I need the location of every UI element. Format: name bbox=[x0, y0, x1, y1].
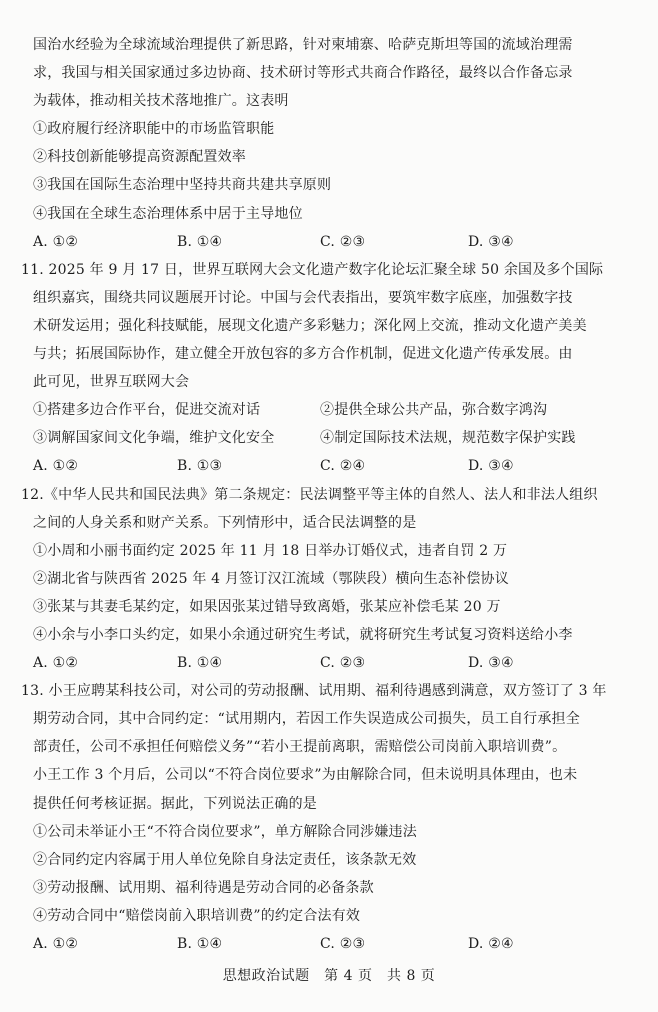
option-a: A. ①② bbox=[33, 655, 79, 672]
statement-1: ①搭建多边合作平台，促进交流对话 bbox=[33, 402, 261, 419]
question-text-line: 求，我国与相关国家通过多边协商、技术研讨等形式共商合作路径，最终以合作备忘录 bbox=[33, 65, 573, 82]
question-stem-line: 之间的人身关系和财产关系。下列情形中，适合民法调整的是 bbox=[33, 514, 417, 531]
statement-4: ④制定国际技术法规，规范数字保护实践 bbox=[320, 430, 576, 447]
statement-2: ②提供全球公共产品，弥合数字鸿沟 bbox=[320, 402, 548, 419]
statement-3: ③张某与其妻毛某约定，如果因张某过错导致离婚，张某应补偿毛某 20 万 bbox=[33, 598, 501, 615]
question-10-continuation bbox=[33, 31, 608, 256]
question-stem-line: 11. 2025 年 9 月 17 日，世界互联网大会文化遗产数字化论坛汇聚全球 50 余国及多个国际 bbox=[21, 261, 604, 278]
answer-options bbox=[33, 228, 608, 256]
statement-2: ②湖北省与陕西省 2025 年 4 月签订汉江流域（鄂陕段）横向生态补偿协议 bbox=[33, 570, 509, 587]
statement-row bbox=[33, 396, 608, 424]
statement-1: ①小周和小丽书面约定 2025 年 11 月 18 日举办订婚仪式，违者自罚 2 万 bbox=[33, 542, 508, 559]
option-c: C. ②④ bbox=[320, 458, 366, 475]
option-b: B. ①④ bbox=[177, 936, 223, 952]
option-b: B. ①③ bbox=[177, 458, 223, 475]
statement-3: ③调解国家间文化争端，维护文化安全 bbox=[33, 430, 275, 447]
question-stem-line: 小王工作 3 个月后，公司以“不符合岗位要求”为由解除合同，但未说明具体理由，也未 bbox=[33, 767, 578, 784]
statement-2: ②科技创新能够提高资源配置效率 bbox=[33, 149, 246, 166]
option-c: C. ②③ bbox=[320, 936, 366, 952]
statement-3: ③劳动报酬、试用期、福利待遇是劳动合同的必备条款 bbox=[33, 879, 374, 896]
statement-row bbox=[33, 424, 608, 452]
question-stem-line: 术研发运用；强化科技赋能，展现文化遗产多彩魅力；深化网上交流，推动文化遗产美美 bbox=[33, 317, 587, 334]
statement-4: ④小余与小李口头约定，如果小余通过研究生考试，就将研究生考试复习资料送给小李 bbox=[33, 626, 573, 643]
exam-content bbox=[21, 31, 608, 958]
page-footer: 思想政治试题 第 4 页 共 8 页 bbox=[222, 968, 436, 984]
question-stem-line: 此可见，世界互联网大会 bbox=[33, 374, 190, 391]
option-a: A. ①② bbox=[33, 936, 79, 952]
answer-options bbox=[33, 649, 608, 677]
statement-1: ①政府履行经济职能中的市场监管职能 bbox=[33, 121, 275, 138]
option-d: D. ②④ bbox=[468, 936, 514, 952]
statement-2: ②合同约定内容属于用人单位免除自身法定责任，该条款无效 bbox=[33, 851, 417, 868]
option-c: C. ②③ bbox=[320, 655, 366, 672]
question-11 bbox=[21, 256, 608, 481]
option-b: B. ①④ bbox=[177, 233, 223, 250]
question-text-line: 为载体，推动相关技术落地推广。这表明 bbox=[33, 93, 289, 110]
option-d: D. ③④ bbox=[468, 233, 514, 250]
question-stem-line: 12.《中华人民共和国民法典》第二条规定：民法调整平等主体的自然人、法人和非法人组织 bbox=[21, 486, 598, 503]
question-stem-line: 部责任，公司不承担任何赔偿义务”“若小王提前离职，需赔偿公司岗前入职培训费”。 bbox=[33, 739, 567, 756]
statement-4: ④劳动合同中“赔偿岗前入职培训费”的约定合法有效 bbox=[33, 907, 361, 924]
option-d: D. ③④ bbox=[468, 655, 514, 672]
question-stem-line: 期劳动合同，其中合同约定：“试用期内，若因工作失误造成公司损失，员工自行承担全 bbox=[33, 711, 580, 728]
question-13 bbox=[21, 677, 608, 958]
question-stem-line: 13. 小王应聘某科技公司，对公司的劳动报酬、试用期、福利待遇感到满意，双方签订了 3 年 bbox=[21, 683, 607, 700]
question-stem-line: 组织嘉宾，围绕共同议题展开讨论。中国与会代表指出，要筑牢数字底座，加强数字技 bbox=[33, 289, 573, 306]
option-a: A. ①② bbox=[33, 233, 79, 250]
question-stem-line: 与共；拓展国际协作，建立健全开放包容的多方合作机制，促进文化遗产传承发展。由 bbox=[33, 346, 573, 363]
statement-4: ④我国在全球生态治理体系中居于主导地位 bbox=[33, 205, 303, 222]
statement-1: ①公司未举证小王“不符合岗位要求”，单方解除合同涉嫌违法 bbox=[33, 823, 417, 840]
option-d: D. ③④ bbox=[468, 458, 514, 475]
option-c: C. ②③ bbox=[320, 233, 366, 250]
option-a: A. ①② bbox=[33, 458, 79, 475]
question-12 bbox=[21, 481, 608, 678]
question-stem-line: 提供任何考核证据。据此，下列说法正确的是 bbox=[33, 795, 317, 812]
question-text-line: 国治水经验为全球流域治理提供了新思路，针对柬埔寨、哈萨克斯坦等国的流域治理需 bbox=[33, 37, 573, 53]
answer-options bbox=[33, 930, 608, 958]
option-b: B. ①④ bbox=[177, 655, 223, 672]
statement-3: ③我国在国际生态治理中坚持共商共建共享原则 bbox=[33, 177, 332, 194]
answer-options bbox=[33, 452, 608, 480]
